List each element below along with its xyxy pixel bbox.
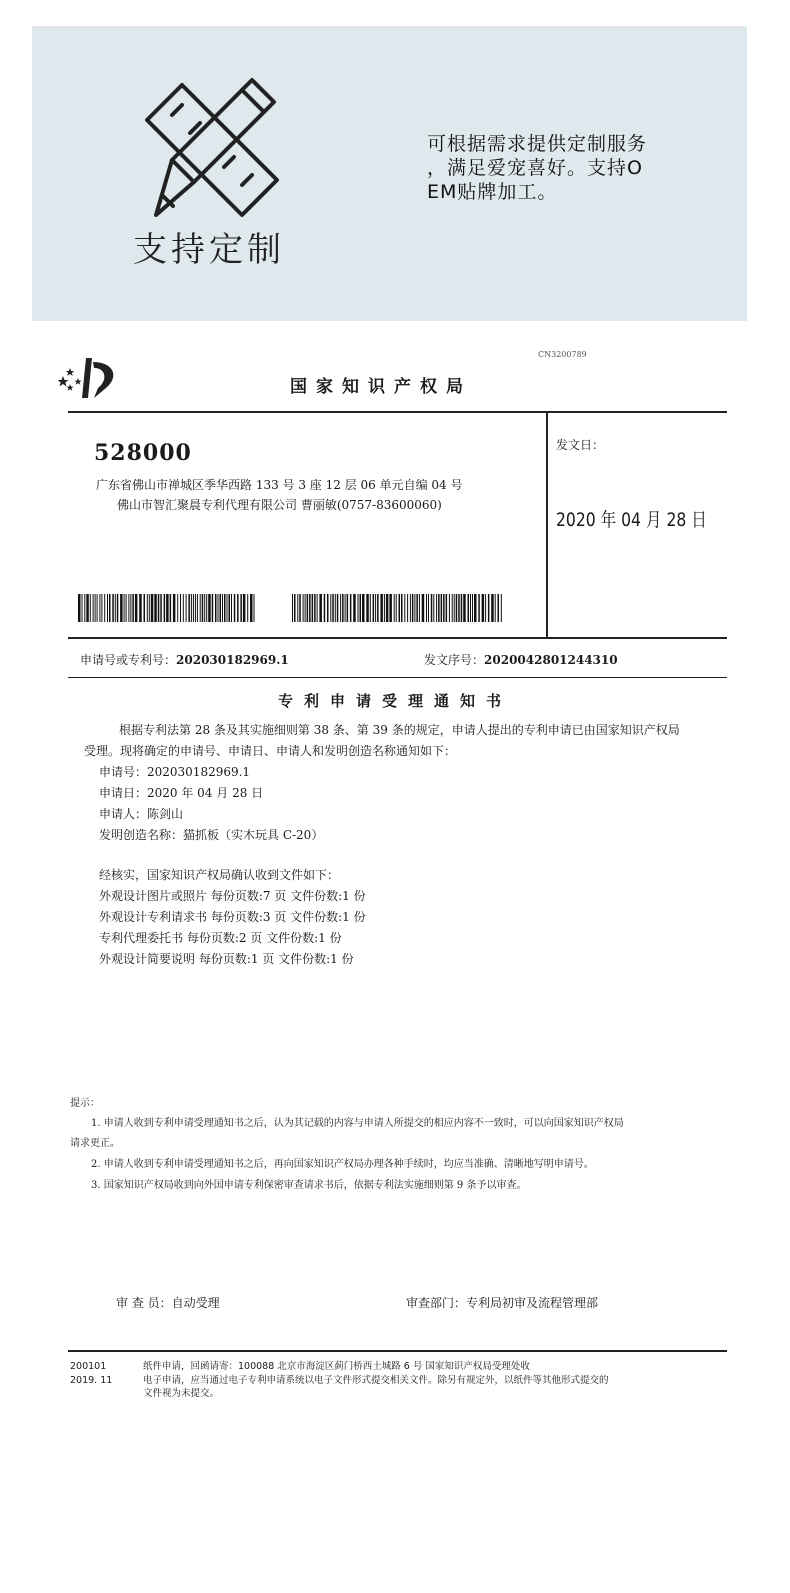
barcode-bar [416,594,418,622]
barcode-bar [426,594,427,622]
barcode-bar [498,594,500,622]
barcode-bar [166,594,169,622]
barcode-bar [456,594,458,622]
barcode-bar [149,594,150,622]
barcode-bar [330,594,331,622]
barcode-bar [394,594,395,622]
barcode-bar [358,594,359,622]
barcode-bar [309,594,311,622]
divider [68,1350,727,1352]
barcode-bar [247,594,248,622]
pencil-ruler-icon [142,70,282,230]
barcode-bar [78,594,81,622]
barcode-bar [327,594,329,622]
barcode-bar [389,594,392,622]
barcode-bar [373,594,375,622]
notice-intro: 根据专利法第 28 条及其实施细则第 38 条、第 39 条的规定，申请人提出的专利申请已由国家知识产权局 [119,723,680,737]
applicant-line: 申请人：陈剑山 [99,807,184,821]
banner-description [427,132,727,204]
received-file-item: 外观设计简要说明 每份页数:1 页 文件份数:1 份 [99,952,354,966]
barcode-bar [312,594,314,622]
document-serial-label: 发文序号： [424,653,485,667]
tip-item: 3. 国家知识产权局收到向外国申请专利保密审查请求书后，依据专利法实施细则第 9 条予以审查。 [91,1180,527,1191]
banner-desc-line: EM贴牌加工。 [427,181,558,203]
notice-title: 专利申请受理通知书 [277,692,512,710]
barcode-bar [377,594,379,622]
recipient-agency: 佛山市智汇聚晨专利代理有限公司 曹丽敏(0757-83600060) [117,498,442,512]
barcode-bar [350,594,352,622]
barcode-bar [188,594,190,622]
barcode-bar [218,594,219,622]
divider [68,677,727,678]
barcode-bar [474,594,477,622]
barcode-bar [227,594,228,622]
barcode-bar [428,594,429,622]
barcode-bar [99,594,100,622]
barcode-bar [170,594,172,622]
tip-item: 1. 申请人收到专利申请受理通知书之后，认为其记载的内容与申请人所提交的相应内容不一致时，可以向国家知识产权局 [91,1118,624,1129]
barcode-bar [112,594,114,622]
barcode-bar [95,594,96,622]
barcode-bar [292,594,293,622]
divider [68,637,727,639]
barcode-bar [412,594,414,622]
barcode-bar [144,594,146,622]
tips-label: 提示： [70,1098,100,1109]
application-number [80,651,289,668]
barcode-bar [180,594,181,622]
received-file-item: 外观设计专利请求书 每份页数:3 页 文件份数:1 份 [99,910,366,924]
barcode-bar [380,594,383,622]
barcode-bar [307,594,309,622]
application-number-value: 202030182969.1 [176,653,289,667]
barcode-bar [250,594,253,622]
barcode-bar [485,594,486,622]
barcode-bar [482,594,485,622]
barcode-bar [335,594,336,622]
barcode-bar [324,594,326,622]
document-code: CN3200789 [538,350,587,359]
barcode-bar [158,594,160,622]
tip-item: 2. 申请人收到专利申请受理通知书之后，再向国家知识产权局办理各种手续时，均应当准确、清晰地写明申请号。 [91,1159,594,1170]
barcode-bar [115,594,116,622]
barcode-bar [151,594,154,622]
barcode-bar [220,594,222,622]
barcode-bar [208,594,211,622]
barcode-bar [472,594,473,622]
barcode-bar [82,594,83,622]
divider [546,411,548,638]
barcode-bar [401,594,403,622]
barcode-bar [303,594,304,622]
barcode-bar [191,594,192,622]
barcode-bar [90,594,91,622]
barcode-bar [491,594,494,622]
barcode-bar [470,594,471,622]
paper-application-note: 纸件申请，回函请寄：100088 北京市海淀区蓟门桥西土城路 6 号 国家知识产权局受理处收 [143,1361,530,1372]
send-date-label: 发文日： [556,438,605,452]
barcode-bar [224,594,226,622]
barcode-bar [202,594,204,622]
barcode-bar [183,594,184,622]
barcode-bar [126,594,127,622]
barcode-bar [375,594,376,622]
barcode-bar [215,594,217,622]
barcode-bar [240,594,242,622]
recipient-address: 广东省佛山市禅城区季华西路 133 号 3 座 12 层 06 单元自编 04 号 [96,478,463,492]
barcode-bar [433,594,434,622]
banner-title: 支持定制 [133,230,285,270]
review-department: 审查部门：专利局初审及流程管理部 [406,1296,599,1310]
barcode-bar [463,594,466,622]
barcode-bar [461,594,463,622]
barcode-bar [488,594,490,622]
barcode-bar [212,594,214,622]
barcode-bar [222,594,223,622]
postcode: 528000 [94,440,192,466]
application-no-line: 申请号：202030182969.1 [99,765,251,779]
barcode-bar [384,594,385,622]
barcode-bar [319,594,322,622]
examiner: 审 查 员：自动受理 [116,1296,220,1310]
barcode-bar [353,594,356,622]
barcode-bar [386,594,389,622]
barcode-bar [347,594,349,622]
barcode-bar [337,594,339,622]
barcode-bar [206,594,207,622]
application-number-label: 申请号或专利号： [80,653,177,667]
barcode-bar [478,594,480,622]
electronic-application-note: 文件视为未提交。 [143,1388,220,1399]
document-serial-value: 2020042801244310 [484,653,618,667]
barcode-bar [345,594,346,622]
barcode-bar [297,594,298,622]
barcode-bar [154,594,157,622]
form-code: 200101 [70,1361,107,1372]
barcode-bar [197,594,198,622]
notice-intro: 受理。现将确定的申请号、申请日、申请人和发明创造名称通知如下： [84,744,457,758]
divider [68,411,727,413]
barcode-bar [458,594,460,622]
verified-line: 经核实，国家知识产权局确认收到文件如下： [99,868,340,882]
barcode-bar [404,594,405,622]
barcode-bar [422,594,425,622]
barcode-bar [360,594,362,622]
barcode-bar [438,594,440,622]
office-name: 国家知识产权局 [290,377,472,397]
barcode-bar [195,594,196,622]
barcode-bar [294,594,296,622]
barcode-bar [132,594,134,622]
barcode-bar [120,594,123,622]
barcode-bar [139,594,142,622]
barcode-bar [443,594,445,622]
barcode-bar [147,594,148,622]
invention-name-line: 发明创造名称：猫抓板（实木玩具 C-20） [99,828,324,842]
document-serial [424,651,618,668]
barcode-bar [410,594,411,622]
received-file-item: 外观设计图片或照片 每份页数:7 页 文件份数:1 份 [99,889,366,903]
barcode-bar [160,594,162,622]
barcode-bar [446,594,448,622]
barcode-bar [305,594,306,622]
barcode-bar [370,594,371,622]
barcode-bar [243,594,246,622]
barcode-bar [93,594,94,622]
barcode [292,594,504,622]
barcode-bar [128,594,129,622]
barcode-bar [342,594,344,622]
barcode-bar [340,594,341,622]
barcode-bar [399,594,401,622]
barcode-bar [173,594,176,622]
barcode-bar [237,594,239,622]
barcode-bar [414,594,415,622]
barcode-bar [436,594,437,622]
electronic-application-note: 电子申请，应当通过电子专利申请系统以电子文件形式提交相关文件。除另有规定外，以纸件等其他形式提交的 [143,1375,609,1386]
application-date-line: 申请日：2020 年 04 月 28 日 [99,786,264,800]
form-version: 2019. 11 [70,1375,113,1386]
cnipa-logo-icon [58,354,118,400]
barcode-bar [299,594,301,622]
barcode-bar [86,594,89,622]
barcode-bar [396,594,397,622]
barcode-bar [366,594,369,622]
barcode-bar [84,594,85,622]
barcode-bar [186,594,187,622]
send-date: 2020 年 04 月 28 日 [556,509,707,531]
barcode-bar [107,594,108,622]
barcode-bar [449,594,450,622]
barcode-bar [317,594,318,622]
barcode-bar [164,594,166,622]
barcode-bar [314,594,316,622]
barcode-bar [200,594,201,622]
barcode-bar [193,594,194,622]
barcode-bar [254,594,255,622]
barcode-bar [104,594,105,622]
barcode-bar [204,594,205,622]
barcode-bar [501,594,502,622]
received-file-item: 专利代理委托书 每份页数:2 页 文件份数:1 份 [99,931,342,945]
barcode-bar [124,594,125,622]
barcode [78,594,256,622]
barcode-bar [234,594,236,622]
banner-desc-line: ，满足爱宠喜好。支持O [427,157,643,179]
barcode-bar [229,594,231,622]
customization-banner [32,26,747,321]
barcode-bar [362,594,365,622]
barcode-bar [109,594,111,622]
barcode-bar [130,594,131,622]
barcode-bar [407,594,408,622]
barcode-bar [135,594,138,622]
tip-item: 请求更正。 [70,1138,120,1149]
barcode-bar [454,594,455,622]
barcode-bar [101,594,102,622]
barcode-bar [431,594,433,622]
barcode-bar [117,594,119,622]
banner-desc-line: 可根据需求提供定制服务 [427,133,648,155]
barcode-bar [177,594,178,622]
barcode-bar [468,594,470,622]
barcode-bar [495,594,496,622]
barcode-bar [332,594,334,622]
barcode-bar [441,594,443,622]
barcode-bar [231,594,232,622]
barcode-bar [97,594,98,622]
barcode-bar [452,594,453,622]
barcode-bar [419,594,420,622]
